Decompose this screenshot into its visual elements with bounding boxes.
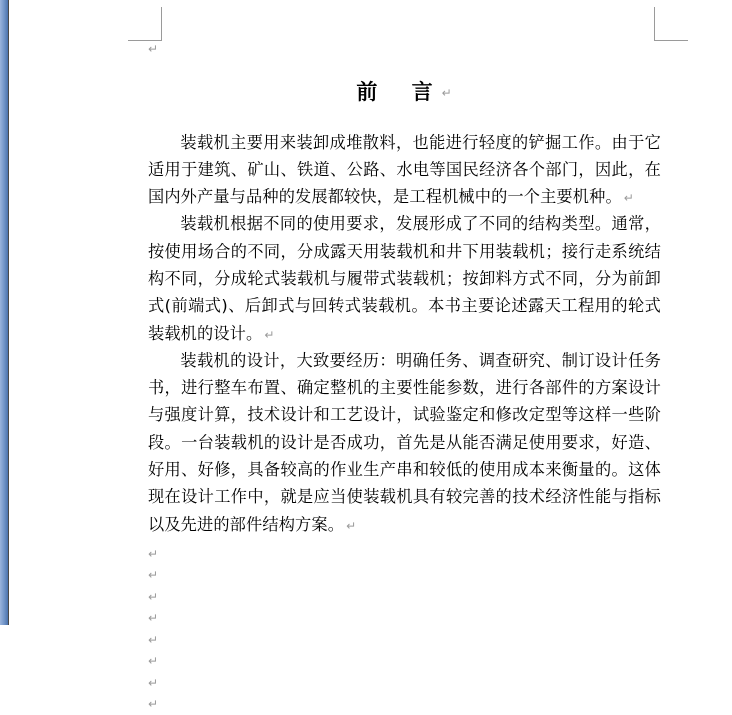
margin-corner-mark-top-left	[128, 7, 162, 41]
page-title-text: 前 言	[356, 79, 434, 104]
paragraph-mark-icon: ↵	[148, 42, 159, 56]
paragraph-mark-icon: ↵	[148, 697, 159, 712]
margin-corner-mark-top-right	[654, 7, 688, 41]
body-paragraph-text: 装载机主要用来装卸成堆散料，也能进行轻度的铲掘工作。由于它适用于建筑、矿山、铁道、公路、水电等国民经济各个部门，因此，在国内外产量与品种的发展都较快，是工程机械中的一个主要机种。	[148, 132, 661, 207]
empty-paragraph[interactable]	[148, 672, 661, 694]
paragraph-mark-icon: ↵	[346, 518, 357, 533]
empty-paragraph[interactable]	[148, 650, 661, 672]
page-title	[148, 77, 661, 107]
empty-paragraph[interactable]	[148, 564, 661, 586]
document-text-body[interactable]	[148, 38, 661, 715]
paragraph-mark-icon: ↵	[148, 589, 159, 604]
body-paragraph	[148, 347, 661, 538]
paragraph-mark-icon: ↵	[441, 85, 453, 100]
body-paragraph-text: 装载机根据不同的使用要求，发展形成了不同的结构类型。通常，按使用场合的不同，分成露天用装载机和井下用装载机；接行走系统结构不同，分成轮式装载机与履带式装载机；按卸料方式不同，分为前卸式(前端式)、后卸式与回转式装载机。本书主要论述露天工程用的轮式装载机的设计。	[148, 214, 661, 343]
paragraph-mark-icon: ↵	[148, 546, 159, 561]
paragraph-mark-icon: ↵	[148, 568, 159, 583]
paragraph-mark-icon: ↵	[264, 327, 275, 342]
body-paragraph-text: 装载机的设计，大致要经历：明确任务、调查研究、制订设计任务书，进行整车布置、确定整机的主要性能参数，进行各部件的方案设计与强度计算，技术设计和工艺设计，试验鉴定和修改定型等这样一些阶段。一台装载机的设计是否成功，首先是从能否满足使用要求，好造、好用、好修，具备较高的作业生产串和较低的使用成本来衡量的。这体现在设计工作中，就是应当使装载机具有较完善的技术经济性能与指标以及先进的部件结构方案。	[148, 350, 661, 534]
empty-paragraph[interactable]	[148, 607, 661, 629]
paragraph-mark-icon: ↵	[148, 611, 159, 626]
window-left-edge-accent	[0, 0, 8, 625]
empty-paragraph[interactable]	[148, 586, 661, 608]
empty-paragraph[interactable]	[148, 543, 661, 565]
body-paragraph	[148, 210, 661, 346]
document-page[interactable]	[9, 0, 732, 712]
paragraph-mark-icon: ↵	[148, 654, 159, 669]
paragraph-mark-icon: ↵	[148, 675, 159, 690]
empty-paragraph-list	[148, 543, 661, 715]
paragraph-mark-icon: ↵	[623, 191, 635, 206]
body-paragraph	[148, 129, 661, 211]
empty-paragraph[interactable]	[148, 629, 661, 651]
empty-paragraph-leading[interactable]	[148, 38, 661, 60]
paragraph-mark-icon: ↵	[148, 632, 159, 647]
empty-paragraph[interactable]	[148, 693, 661, 715]
